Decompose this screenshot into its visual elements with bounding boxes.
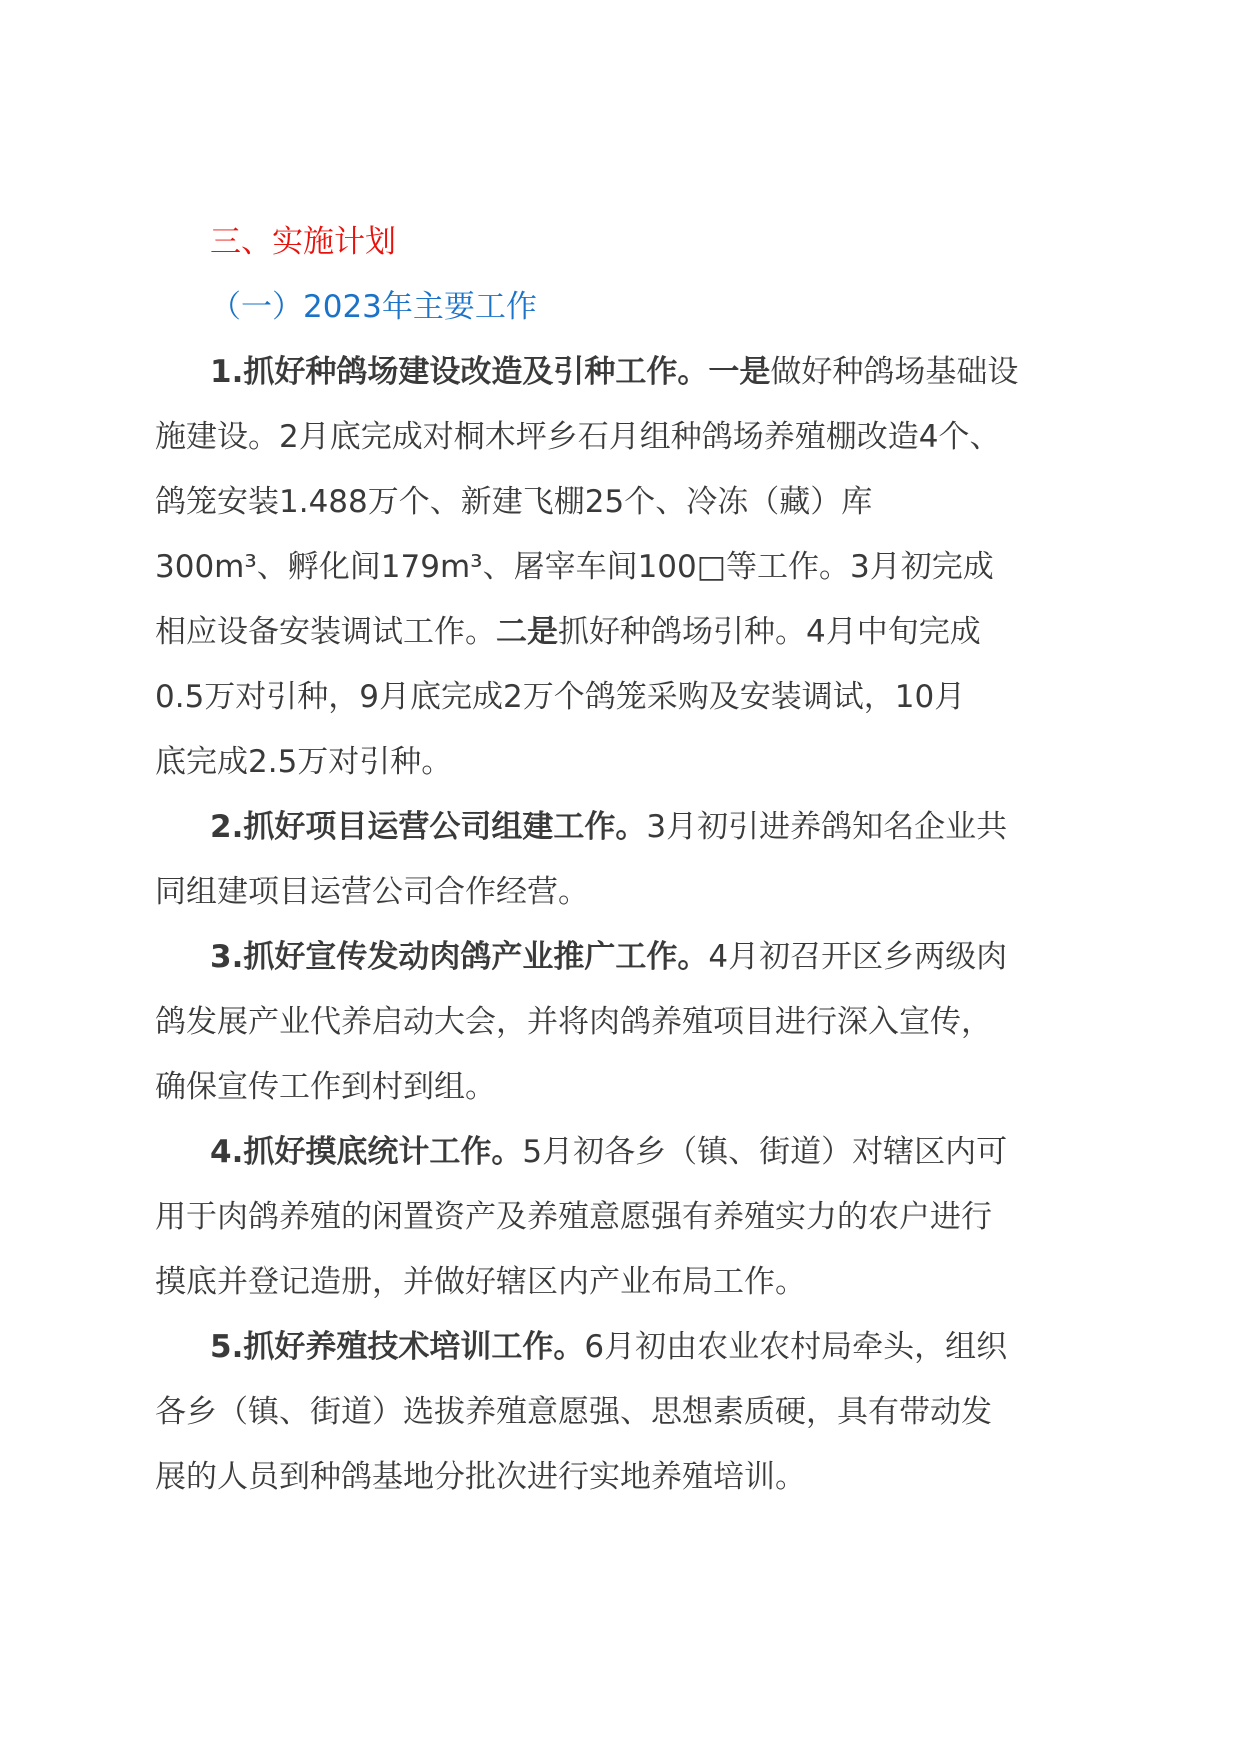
paragraph-item-4 (155, 1120, 1090, 1315)
paragraph-line: 300m³、孵化间179m³、屠宰车间100□等工作。3月初完成 (155, 549, 994, 585)
paragraph-line: 0.5万对引种，9月底完成2万个鸽笼采购及安装调试，10月 (155, 679, 966, 715)
paragraph-line: 确保宣传工作到村到组。 (155, 1069, 496, 1105)
paragraph-line (155, 340, 1090, 405)
bold-lead: 1.抓好种鸽场建设改造及引种工作。一是 (210, 354, 771, 390)
paragraph-item-5 (155, 1315, 1090, 1510)
paragraph-line: 底完成2.5万对引种。 (155, 744, 453, 780)
paragraph-line: 同组建项目运营公司合作经营。 (155, 874, 589, 910)
paragraph-line (155, 600, 1090, 665)
text-span: 抓好种鸽场引种。4月中旬完成 (558, 614, 981, 650)
paragraph-line (155, 795, 1090, 860)
paragraph-line (155, 1315, 1090, 1380)
paragraph-line: 展的人员到种鸽基地分批次进行实地养殖培训。 (155, 1459, 806, 1495)
text-span: 6月初由农业农村局牵头，组织 (584, 1329, 1008, 1365)
paragraph-line: 摸底并登记造册，并做好辖区内产业布局工作。 (155, 1264, 806, 1300)
text-span: 相应设备安装调试工作。 (155, 614, 496, 650)
bold-lead: 3.抓好宣传发动肉鸽产业推广工作。 (210, 939, 709, 975)
paragraph-line: 鸽发展产业代养启动大会，并将肉鸽养殖项目进行深入宣传， (155, 1004, 992, 1040)
document-page (155, 210, 1090, 1510)
paragraph-item-2 (155, 795, 1090, 925)
sub-heading: （一）2023年主要工作 (210, 289, 537, 325)
text-span: 4月初召开区乡两级肉 (708, 939, 1008, 975)
paragraph-item-1 (155, 340, 1090, 795)
paragraph-line: 各乡（镇、街道）选拔养殖意愿强、思想素质硬，具有带动发 (155, 1394, 992, 1430)
paragraph-line: 用于肉鸽养殖的闲置资产及养殖意愿强有养殖实力的农户进行 (155, 1199, 992, 1235)
paragraph-line: 鸽笼安装1.488万个、新建飞棚25个、冷冻（藏）库 (155, 484, 873, 520)
text-span: 3月初引进养鸽知名企业共 (646, 809, 1008, 845)
bold-lead: 5.抓好养殖技术培训工作。 (210, 1329, 585, 1365)
text-span: 做好种鸽场基础设 (770, 354, 1019, 390)
paragraph-line (155, 925, 1090, 990)
bold-lead: 4.抓好摸底统计工作。 (210, 1134, 523, 1170)
section-heading: 三、实施计划 (210, 224, 396, 260)
bold-lead: 二是 (496, 614, 558, 650)
bold-lead: 2.抓好项目运营公司组建工作。 (210, 809, 647, 845)
paragraph-item-3 (155, 925, 1090, 1120)
paragraph-line (155, 1120, 1090, 1185)
paragraph-line: 施建设。2月底完成对桐木坪乡石月组种鸽场养殖棚改造4个、 (155, 419, 1001, 455)
text-span: 5月初各乡（镇、街道）对辖区内可 (522, 1134, 1008, 1170)
